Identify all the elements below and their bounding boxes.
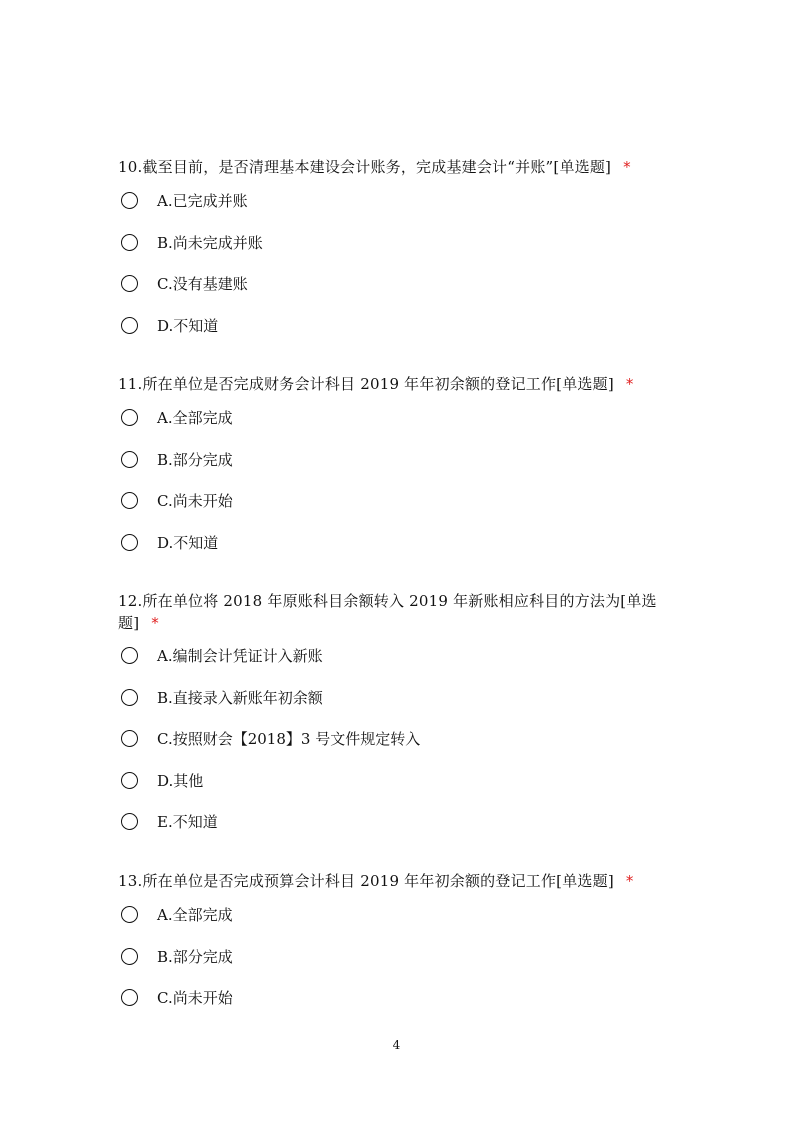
option-item[interactable] [118, 233, 678, 275]
option-label: A.编制会计凭证计入新账 [157, 647, 323, 665]
radio-button[interactable] [121, 409, 138, 426]
question-title: 13.所在单位是否完成预算会计科目 2019 年年初余额的登记工作[单选题] * [118, 872, 634, 890]
option-item[interactable] [118, 947, 678, 989]
option-label: C.尚未开始 [157, 492, 233, 511]
radio-button[interactable] [121, 730, 138, 747]
page-number: 4 [392, 1038, 401, 1052]
option-item[interactable] [118, 533, 678, 575]
radio-button[interactable] [121, 234, 138, 251]
option-label: C.按照财会【2018】3 号文件规定转入 [157, 730, 421, 749]
option-label: A.全部完成 [157, 409, 233, 427]
option-label: C.尚未开始 [157, 989, 233, 1008]
option-item[interactable] [118, 191, 678, 233]
option-label: D.不知道 [157, 316, 219, 335]
question-title: 11.所在单位是否完成财务会计科目 2019 年年初余额的登记工作[单选题] * [118, 375, 634, 393]
option-item[interactable] [118, 688, 666, 730]
option-label: D.其他 [157, 771, 204, 790]
radio-button[interactable] [121, 948, 138, 965]
option-label: B.部分完成 [157, 450, 233, 469]
radio-button[interactable] [121, 906, 138, 923]
radio-button[interactable] [121, 492, 138, 509]
option-item[interactable] [118, 812, 666, 854]
option-label: B.直接录入新账年初余额 [157, 688, 323, 707]
question-13 [118, 870, 678, 1030]
required-asterisk: * [625, 375, 634, 393]
radio-button[interactable] [121, 772, 138, 789]
option-item[interactable] [118, 646, 666, 688]
radio-button[interactable] [121, 989, 138, 1006]
option-item[interactable] [118, 491, 678, 533]
required-asterisk: * [151, 614, 159, 632]
option-item[interactable] [118, 729, 666, 771]
radio-button[interactable] [121, 451, 138, 468]
required-asterisk: * [623, 158, 631, 176]
option-item[interactable] [118, 450, 678, 492]
radio-button[interactable] [121, 647, 138, 664]
question-12 [118, 590, 666, 854]
option-item[interactable] [118, 408, 678, 450]
radio-button[interactable] [121, 813, 138, 830]
question-11 [118, 373, 678, 574]
option-item[interactable] [118, 988, 678, 1030]
option-item[interactable] [118, 905, 678, 947]
option-label: A.已完成并账 [157, 192, 248, 210]
radio-button[interactable] [121, 534, 138, 551]
question-10 [118, 156, 678, 357]
required-asterisk: * [625, 872, 634, 890]
question-title: 10.截至目前，是否清理基本建设会计账务，完成基建会计“并账”[单选题] * [118, 158, 631, 176]
option-item[interactable] [118, 274, 678, 316]
option-label: C.没有基建账 [157, 275, 248, 294]
question-title: 12.所在单位将 2018 年原账科目余额转入 2019 年新账相应科目的方法为[单选题] * [118, 592, 657, 632]
radio-button[interactable] [121, 192, 138, 209]
option-item[interactable] [118, 771, 666, 813]
option-label: E.不知道 [157, 813, 218, 832]
option-list [118, 905, 678, 1030]
option-label: B.尚未完成并账 [157, 233, 263, 252]
option-item[interactable] [118, 316, 678, 358]
option-list [118, 191, 678, 357]
option-label: B.部分完成 [157, 947, 233, 966]
option-label: D.不知道 [157, 533, 219, 552]
radio-button[interactable] [121, 689, 138, 706]
option-list [118, 408, 678, 574]
radio-button[interactable] [121, 317, 138, 334]
radio-button[interactable] [121, 275, 138, 292]
option-list [118, 646, 666, 854]
option-label: A.全部完成 [157, 906, 233, 924]
